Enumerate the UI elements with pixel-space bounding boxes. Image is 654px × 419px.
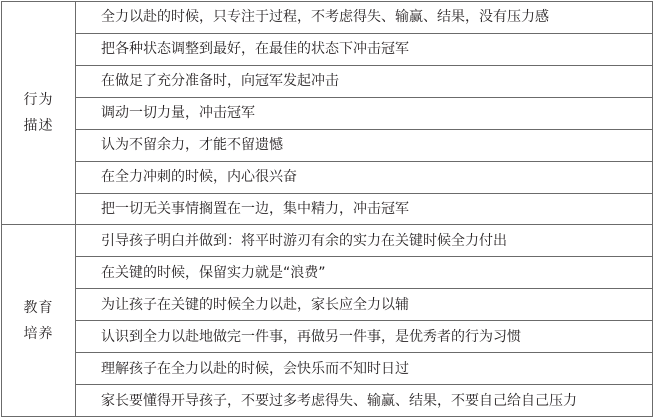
education-item: 为让孩子在关键的时候全力以赴，家长应全力以辅	[76, 289, 653, 321]
table-row	[2, 2, 653, 34]
table-row	[2, 129, 653, 161]
table-row	[2, 353, 653, 385]
table-row	[2, 161, 653, 193]
table-row	[2, 33, 653, 65]
behavior-item: 全力以赴的时候，只专注于过程，不考虑得失、输赢、结果，没有压力感	[76, 2, 653, 34]
category-cell-education	[2, 225, 76, 417]
category-label-line: 教育	[23, 299, 54, 316]
behavior-item: 调动一切力量，冲击冠军	[76, 97, 653, 129]
behavior-item: 认为不留余力，才能不留遗憾	[76, 129, 653, 161]
table-row	[2, 225, 653, 257]
table-row	[2, 257, 653, 289]
education-item: 认识到全力以赴地做完一件事，再做另一件事，是优秀者的行为习惯	[76, 321, 653, 353]
education-item: 引导孩子明白并做到：将平时游刃有余的实力在关键时候全力付出	[76, 225, 653, 257]
education-item: 家长要懂得开导孩子，不要过多考虑得失、输赢、结果，不要自己给自己压力	[76, 385, 653, 417]
table-row	[2, 193, 653, 225]
table-row	[2, 385, 653, 417]
table-row	[2, 65, 653, 97]
behavior-item: 在做足了充分准备时，向冠军发起冲击	[76, 65, 653, 97]
education-item: 理解孩子在全力以赴的时候，会快乐而不知时日过	[76, 353, 653, 385]
category-label-line: 行为	[23, 92, 54, 109]
behavior-item: 在全力冲刺的时候，内心很兴奋	[76, 161, 653, 193]
category-label-line: 描述	[23, 118, 54, 135]
behavior-item: 把各种状态调整到最好，在最佳的状态下冲击冠军	[76, 33, 653, 65]
behavior-education-table	[1, 1, 653, 417]
category-label-line: 培养	[23, 325, 54, 342]
behavior-item: 把一切无关事情搁置在一边，集中精力，冲击冠军	[76, 193, 653, 225]
table-row	[2, 289, 653, 321]
education-item: 在关键的时候，保留实力就是“浪费”	[76, 257, 653, 289]
table-row	[2, 321, 653, 353]
category-cell-behavior	[2, 2, 76, 225]
table-row	[2, 97, 653, 129]
